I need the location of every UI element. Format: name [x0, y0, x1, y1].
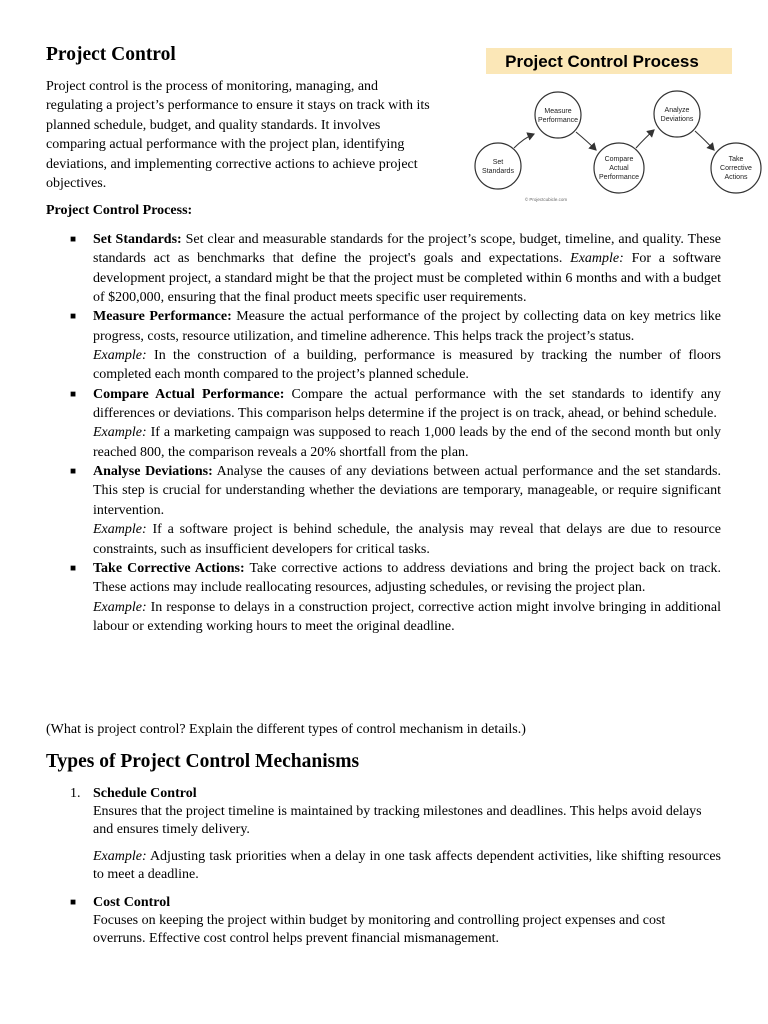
diagram-credit: © Projectcubicle.com: [524, 197, 568, 202]
diagram-arrow: [576, 132, 596, 150]
step-label: Compare: [604, 156, 634, 163]
example-label: Example:: [93, 599, 147, 615]
step-label: Measure: [544, 108, 572, 115]
item-text: Take corrective actions to address deviations and bring the project back on track. These actions may include reallocating resources, adjusting schedules, or revising the project plan.: [93, 560, 721, 596]
bullet-square-icon: ■: [70, 234, 77, 245]
schedule-text: Ensures that the project timeline is maintained by tracking milestones and deadlines. This helps avoid delays and ensures timely delivery.: [93, 804, 702, 837]
diagram-title: Project Control Process: [505, 52, 699, 71]
example-label: Example:: [93, 522, 147, 538]
step-label: Performance: [537, 117, 579, 124]
schedule-title: Schedule Control: [93, 786, 197, 801]
item-example: For a software development project, a standard might be that the project must be completed within 6 months and with a budget of $200,000, ensuring that the final product meets specific user requirements.: [93, 251, 721, 306]
list-item: [70, 385, 721, 462]
item-example: If a software project is behind schedule, the analysis may reveal that delays are due to resource constraints, such as insufficient developers for critical tasks.: [93, 522, 721, 557]
diagram-step-set-standards: [475, 143, 521, 189]
item-example: If a marketing campaign was supposed to reach 1,000 leads by the end of the second month but only reached 800, the comparison reveals a 20% shortfall from the plan.: [93, 425, 721, 460]
list-item: [70, 230, 721, 307]
diagram-arrow: [695, 131, 714, 150]
bullet-square-icon: ■: [70, 562, 77, 574]
schedule-example: Adjusting task priorities when a delay in one task affects dependent activities, like shifting resources to meet a deadline.: [93, 849, 721, 882]
example-label: Example:: [570, 251, 624, 267]
list-number: 1.: [70, 786, 81, 801]
step-label: Performance: [598, 174, 640, 181]
item-text: Measure the actual performance of the project by collecting data on key metrics like progress, costs, resource utilization, and timeline adherence. This helps track the project’s status.: [93, 309, 721, 344]
list-item: [70, 307, 721, 384]
step-label: Take: [728, 156, 744, 163]
item-text: Set clear and measurable standards for the project’s scope, budget, timeline, and quality. These standards act as benchmarks that define the project's goals and expectations.: [93, 232, 722, 267]
bullet-square-icon: ■: [70, 388, 77, 400]
diagram-arrow: [636, 130, 654, 148]
item-example: In the construction of a building, performance is measured by tracking the number of floors completed each month compared to the project’s planned schedule.: [93, 348, 721, 383]
process-list: [70, 230, 721, 636]
example-label: Example:: [93, 849, 147, 864]
list-item: [70, 462, 721, 559]
step-label: Corrective: [720, 165, 752, 172]
process-heading: Project Control Process:: [46, 203, 193, 218]
question-text: (What is project control? Explain the different types of control mechanism in details.): [46, 722, 526, 737]
step-label: Analyze: [664, 107, 690, 114]
step-label: Set: [492, 159, 504, 166]
item-label: Take Corrective Actions:: [93, 560, 245, 576]
diagram-step-analyze-deviations: [654, 91, 700, 137]
cost-title: Cost Control: [93, 895, 171, 910]
bullet-square-icon: ■: [70, 466, 77, 478]
step-label: Standards: [482, 168, 514, 175]
step-label: Actual: [609, 165, 629, 172]
diagram-step-measure-performance: [535, 92, 581, 138]
cost-text: Focuses on keeping the project within budget by monitoring and controlling project expenses and cost overruns. Effective cost control helps prevent financial mismanagement.: [93, 913, 666, 946]
diagram-arrow: [514, 134, 534, 148]
project-control-process-diagram: [470, 44, 762, 206]
example-label: Example:: [93, 348, 147, 364]
step-label: Deviations: [660, 116, 694, 123]
intro-paragraph: Project control is the process of monitoring, managing, and regulating a project’s performance to ensure it stays on track with its planned schedule, budget, and quality standards. It involves comparing actual performance with the project plan, identifying deviations, and implementing corrective actions to achieve project objectives.: [46, 79, 430, 192]
item-example: In response to delays in a construction project, corrective action might involve bringing in additional labour or extending working hours to meet the original deadline.: [93, 599, 721, 634]
page-title: Project Control: [46, 44, 176, 65]
item-text: Analyse the causes of any deviations between actual performance and the set standards. This step is crucial for understanding whether the deviations are temporary, manageable, or require significant intervention.: [93, 464, 721, 518]
bullet-square-icon: ■: [70, 311, 77, 323]
list-item: [70, 559, 721, 636]
item-label: Set Standards:: [93, 232, 182, 247]
bullet-square-icon: ■: [70, 897, 77, 908]
item-label: Measure Performance:: [93, 309, 232, 325]
item-label: Analyse Deviations:: [93, 464, 213, 480]
item-label: Compare Actual Performance:: [93, 386, 285, 402]
step-label: Actions: [724, 174, 748, 181]
example-label: Example:: [93, 425, 147, 441]
item-text: Compare the actual performance with the set standards to identify any differences or deviations. This comparison helps determine if the project is on track, ahead, or behind schedule.: [93, 386, 721, 422]
types-heading: Types of Project Control Mechanisms: [46, 751, 360, 772]
